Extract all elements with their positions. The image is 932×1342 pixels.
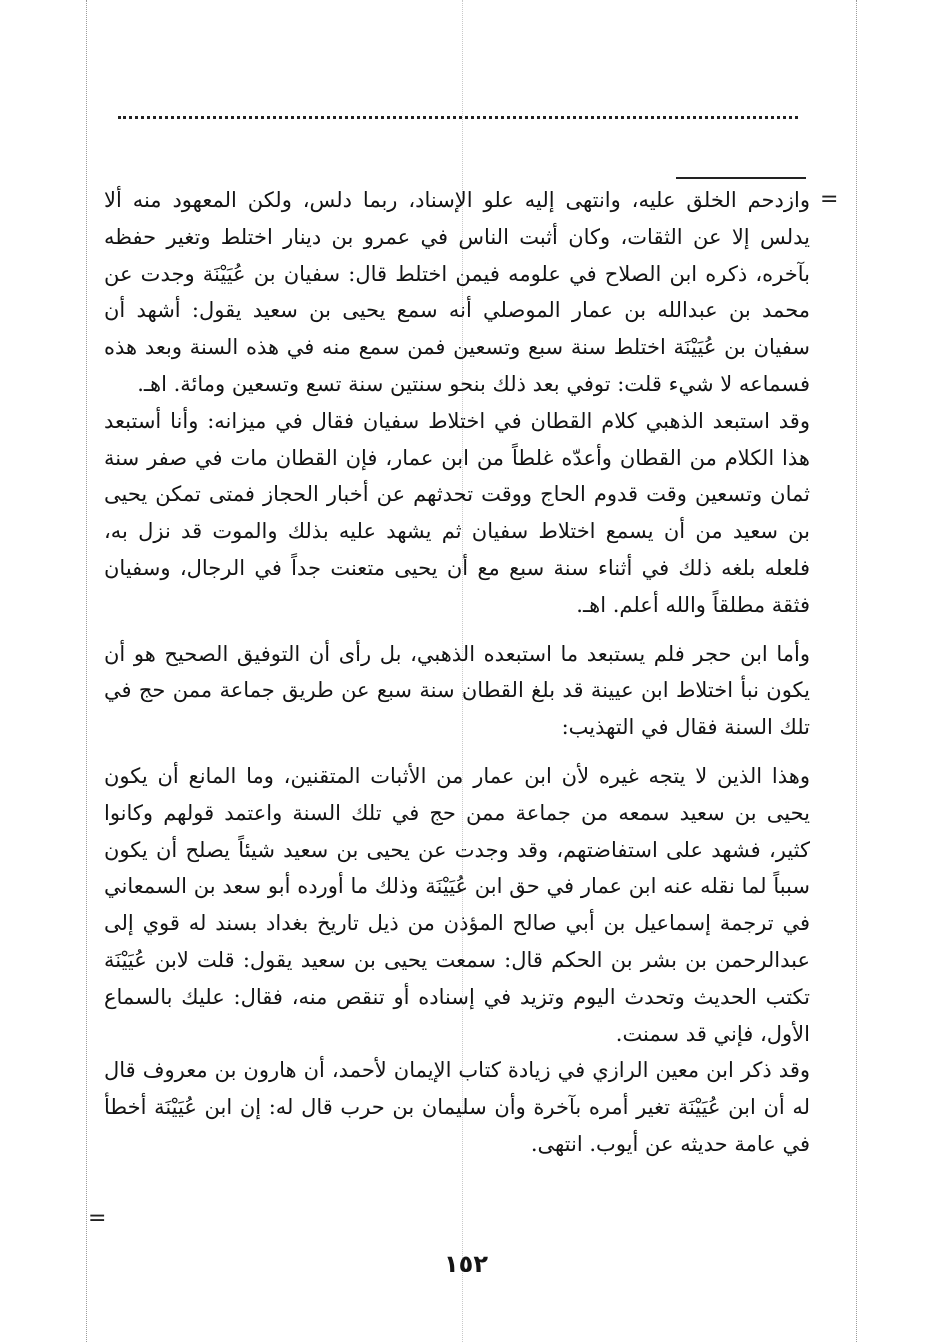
paragraph-4: وهذا الذين لا يتجه غيره لأن ابن عمار من الأثبات المتقنين، وما المانع أن يكون يحيى بن سعيد سمعه من جماعة ممن حج في تلك السنة واعتمد قولهم وكانوا كثير، فشهد على استفاضتهم، وقد وجدت عن يحيى بن سعيد شيئاً يصلح أن يكون سبباً لما نقله عنه ابن عمار في حق ابن عُيَيْنَة وذلك ما أورده أبو سعد بن السمعاني في ترجمة إسماعيل بن أبي صالح المؤذن من ذيل تاريخ بغداد بسند له قوي إلى عبدالرحمن بن بشر بن الحكم قال: سمعت يحيى بن سعيد يقول: قلت لابن عُيَيْنَة تكتب الحديث وتحدث اليوم وتزيد في إسناده أو تنقص منه، فقال: عليك بالسماع الأول، فإني قد سمنت.: [104, 763, 810, 1046]
decorative-dot-row: [118, 116, 798, 125]
paragraph-2: وقد استبعد الذهبي كلام القطان في اختلاط سفيان فقال في ميزانه: وأنا أستبعد هذا الكلام من القطان وأعدّه غلطاً من ابن عمار، فإن القطان مات في صفر سنة ثمان وتسعين وقت قدوم الحاج ووقت تحدثهم عن أخبار الحجاز فمتى تمكن يحيى بن سعيد من أن يسمع اختلاط سفيان ثم يشهد عليه بذلك والموت قد نزل به، فلعله بلغه ذلك في أثناء سنة سبع مع أن يحيى متعنت جداً في الرجال، وسفيان فثقة مطلقاً والله أعلم. اهـ.: [104, 408, 810, 617]
header-rule: [676, 177, 806, 179]
paragraph-5: وقد ذكر ابن معين الرازي في زيادة كتاب الإيمان لأحمد، أن هارون بن معروف قال له أن ابن عُيَيْنَة تغير أمره بآخرة وأن سليمان بن حرب قال له: إن ابن عُيَيْنَة أخطأ في عامة حديثه عن أيوب. انتهى.: [104, 1058, 810, 1156]
paragraph-3: وأما ابن حجر فلم يستبعد ما استبعده الذهبي، بل رأى أن التوفيق الصحيح هو أن يكون نبأ اختلاط ابن عيينة قد بلغ القطان سنة سبع عن طريق جماعة ممن حج في تلك السنة فقال في التهذيب:: [104, 641, 810, 740]
fold-line-left: [86, 0, 87, 1342]
footer-margin-mark: =: [88, 1206, 107, 1231]
paragraph-1: وازدحم الخلق عليه، وانتهى إليه علو الإسناد، ربما دلس، ولكن المعهود منه ألا يدلس إلا عن الثقات، وكان أثبت الناس في عمرو بن دينار اختلط وتغير حفظه بآخره، ذكره ابن الصلاح في علومه فيمن اختلط قال: سفيان بن عُيَيْنَة وجدت عن محمد بن عبدالله بن عمار الموصلي أنه سمع يحيى بن سعيد يقول: أشهد أن سفيان بن عُيَيْنَة اختلط سنة سبع وتسعين فمن سمع منه في هذه السنة وبعد هذه فسماعه لا شيء قلت: توفي بعد ذلك بنحو سنتين سنة تسع وتسعين ومائة. اهـ.: [104, 188, 810, 396]
page-number: ١٥٢: [444, 1250, 488, 1278]
body-text: [104, 182, 810, 1163]
fold-line-right: [856, 0, 857, 1342]
header-margin-mark: =: [820, 187, 839, 212]
